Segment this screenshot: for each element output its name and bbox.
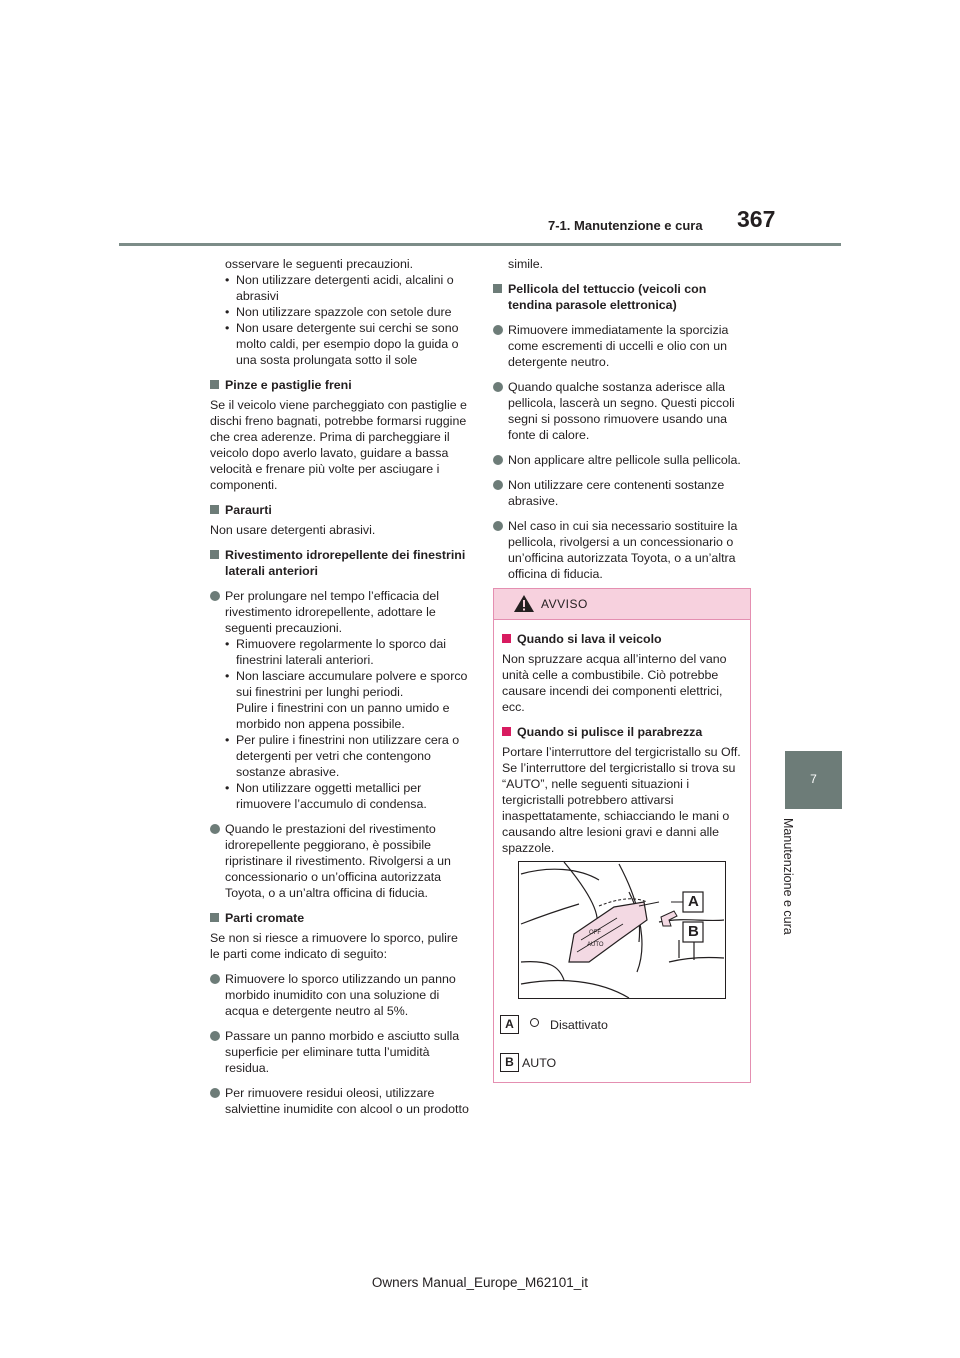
warning-heading-parabrezza: Quando si pulisce il parabrezza	[502, 724, 742, 740]
svg-text:OFF: OFF	[589, 930, 601, 936]
page-number: 367	[737, 206, 776, 232]
legend-item-b	[500, 1053, 744, 1073]
section-heading-cromate: Parti cromate	[210, 910, 470, 926]
intro-text: osservare le seguenti precauzioni.	[225, 257, 414, 271]
cromate-item: Rimuovere lo sporco utilizzando un panno morbido inumidito con una soluzione di acqua e detergente neutro al 5%.	[210, 971, 470, 1019]
warning-icon	[513, 594, 535, 613]
wiper-switch-figure	[518, 861, 726, 999]
intro-bullet: • Non usare detergente sui cerchi se sono molto caldi, per esempio dopo la guida o una sosta prolungata sotto il sole	[210, 320, 470, 368]
cromate-item: Per rimuovere residui oleosi, utilizzare salviettine inumidite con alcool o un prodotto	[210, 1085, 470, 1117]
left-column	[210, 256, 470, 1117]
pellicola-item: Quando qualche sostanza aderisce alla pellicola, lascerà un segno. Questi piccoli segni si possono rimuovere usando una fonte di calore.	[493, 379, 751, 443]
warning-heading-lava: Quando si lava il veicolo	[502, 631, 742, 647]
pellicola-item: Non applicare altre pellicole sulla pellicola.	[493, 452, 751, 468]
intro-bullet: • Non utilizzare detergenti acidi, alcalini o abrasivi	[210, 272, 470, 304]
chapter-tab: 7	[785, 751, 842, 809]
rivestimento-item-text: Per prolungare nel tempo l’efficacia del rivestimento idrorepellente, adottare le seguenti precauzioni.	[225, 589, 439, 635]
chapter-label	[760, 818, 820, 998]
section-heading-rivestimento: Rivestimento idrorepellente dei finestrini laterali anteriori	[210, 547, 470, 579]
rivestimento-bullet: • Rimuovere regolarmente lo sporco dai finestrini laterali anteriori.	[225, 636, 470, 668]
header-rule	[119, 243, 841, 246]
section-title: 7-1. Manutenzione e cura	[548, 218, 703, 233]
warning-header	[494, 589, 750, 620]
warning-parabrezza-body1: Portare l’interruttore del tergicristallo su Off.	[502, 745, 741, 759]
pinze-body: Se il veicolo viene parcheggiato con pastiglie e dischi freno bagnati, potrebbe formarsi ruggine che crea aderenze. Prima di parcheggiare il veicolo dopo averlo lavato, guidare a bassa velocità e frenare più volte per asciugare i componenti.	[210, 398, 467, 492]
figure-label-b: B	[688, 923, 699, 940]
warning-body	[494, 620, 750, 856]
intro-bullet: • Non utilizzare spazzole con setole dure	[210, 304, 470, 320]
legend-text-a: Disattivato	[550, 1018, 608, 1032]
rivestimento-bullet: • Non lasciare accumulare polvere e sporco sui finestrini per lunghi periodi.	[225, 668, 470, 700]
cromate-item: Passare un panno morbido e asciutto sulla superficie per eliminare tutta l’umidità residua.	[210, 1028, 470, 1076]
warning-box	[493, 588, 751, 1083]
continued-text: simile.	[508, 257, 544, 271]
chapter-label-text: Manutenzione e cura	[781, 818, 795, 935]
warning-lava-body: Non spruzzare acqua all’interno del vano unità celle a combustibile. Ciò potrebbe causare incendi dei componenti elettrici, ecc.	[502, 652, 727, 714]
rivestimento-item: Quando le prestazioni del rivestimento idrorepellente peggiorano, è possibile ripristinare il rivestimento. Rivolgersi a un concessionario o un’officina autorizzata Toyota, o a un’altra officina di fiducia.	[210, 821, 470, 901]
cromate-body: Se non si riesce a rimuovere lo sporco, pulire le parti come indicato di seguito:	[210, 931, 458, 961]
legend-key-b: B	[500, 1053, 519, 1072]
off-ring-icon	[530, 1018, 539, 1027]
warning-parabrezza-body2: Se l’interruttore del tergicristallo si trova su “AUTO”, nelle seguenti situazioni i tergicristalli potrebbero attivarsi inaspettatamente, schiacciando le mani o causando altre lesioni gravi e danni alle spazzole.	[502, 761, 736, 855]
warning-title: AVVISO	[541, 597, 588, 611]
figure-label-a: A	[688, 893, 699, 910]
legend-key-a: A	[500, 1015, 519, 1034]
paraurti-body: Non usare detergenti abrasivi.	[210, 523, 376, 537]
pellicola-item: Rimuovere immediatamente la sporcizia come escrementi di uccelli e olio con un detergente neutro.	[493, 322, 751, 370]
rivestimento-bullet-cont: Pulire i finestrini con un panno umido e morbido non appena possibile.	[236, 701, 450, 731]
rivestimento-bullet: • Non utilizzare oggetti metallici per rimuovere l’accumulo di condensa.	[225, 780, 470, 812]
footer-text: Owners Manual_Europe_M62101_it	[371, 1275, 589, 1290]
right-column	[493, 256, 751, 582]
pellicola-item: Nel caso in cui sia necessario sostituire la pellicola, rivolgersi a un concessionario o un’officina autorizzata Toyota, o a un’altra officina di fiducia.	[493, 518, 751, 582]
section-heading-paraurti: Paraurti	[210, 502, 470, 518]
legend-item-a	[500, 1015, 744, 1035]
svg-text:AUTO: AUTO	[587, 942, 604, 948]
section-heading-pellicola: Pellicola del tettuccio (veicoli con tendina parasole elettronica)	[493, 281, 751, 313]
pellicola-item: Non utilizzare cere contenenti sostanze abrasive.	[493, 477, 751, 509]
section-heading-pinze: Pinze e pastiglie freni	[210, 377, 470, 393]
rivestimento-item	[210, 588, 470, 812]
legend-text-b: AUTO	[522, 1056, 557, 1070]
rivestimento-bullet: • Per pulire i finestrini non utilizzare cera o detergenti per vetri che contengono sostanze abrasive.	[225, 732, 470, 780]
